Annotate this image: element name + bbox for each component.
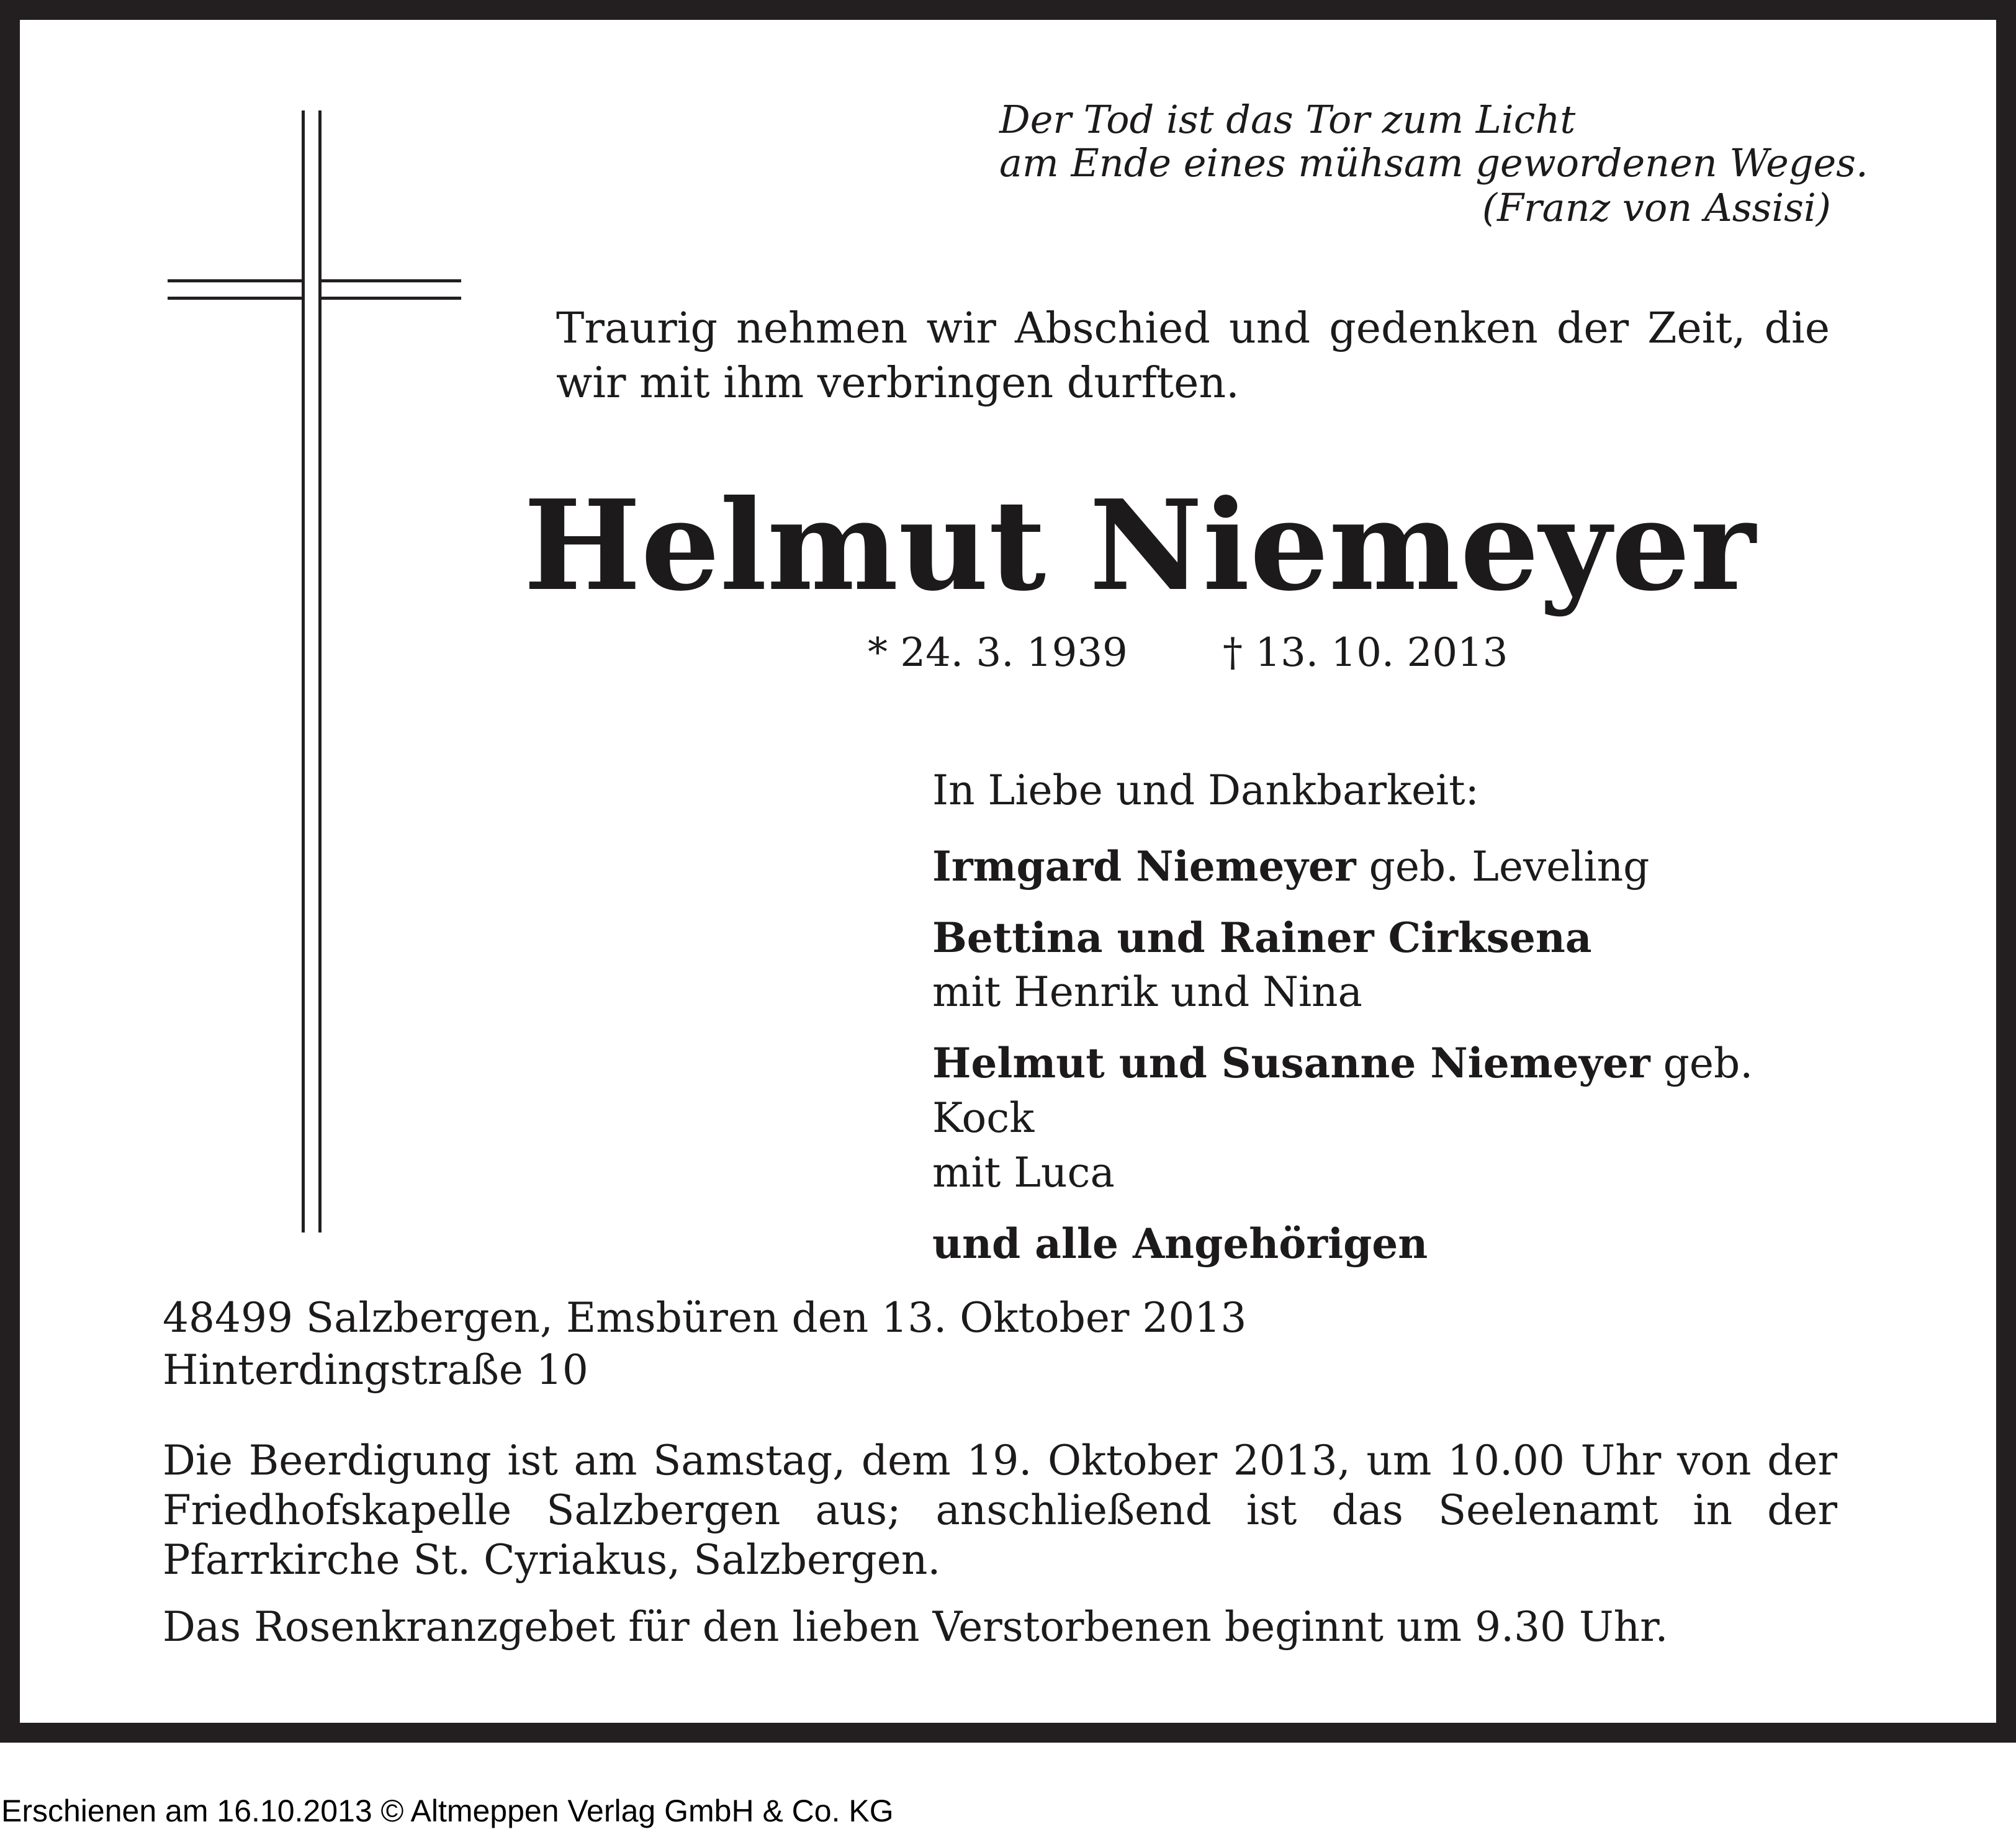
mourner-name: Helmut und Susanne Niemeyer xyxy=(932,1039,1650,1087)
quote xyxy=(999,97,1868,230)
deceased-name: Helmut Niemeyer xyxy=(523,473,1756,619)
rosary-info: Das Rosenkranzgebet für den lieben Verstorbenen beginnt um 9.30 Uhr. xyxy=(163,1603,1668,1651)
address-block xyxy=(163,1292,1838,1396)
mourner-entry xyxy=(932,910,1838,1020)
address-line-1: 48499 Salzbergen, Emsbüren den 13. Oktober 2013 xyxy=(163,1294,1247,1342)
mourner-entry xyxy=(932,839,1838,894)
mourner-children: mit Henrik und Nina xyxy=(932,968,1362,1016)
quote-line-2: am Ende eines mühsam gewordenen Weges. xyxy=(999,140,1868,186)
quote-line-1: Der Tod ist das Tor zum Licht xyxy=(999,97,1576,142)
publication-footer: Erschienen am 16.10.2013 © Altmeppen Verlag GmbH & Co. KG xyxy=(1,1794,894,1828)
mourner-entry xyxy=(932,1036,1838,1200)
birth-date: * 24. 3. 1939 xyxy=(868,630,1128,676)
mourner-relatives: und alle Angehörigen xyxy=(932,1219,1428,1268)
quote-author: (Franz von Assisi) xyxy=(1482,185,1831,230)
mourners-heading: In Liebe und Dankbarkeit: xyxy=(932,766,1479,814)
mourner-name: Irmgard Niemeyer xyxy=(932,842,1356,891)
mourner-note: geb. Kock xyxy=(932,1039,1753,1142)
mourner-children: mit Luca xyxy=(932,1149,1115,1197)
intro-text: Traurig nehmen wir Abschied und gedenken der Zeit, die wir mit ihm verbringen durften. xyxy=(556,304,1830,408)
mourners-list xyxy=(932,763,1838,1271)
address-line-2: Hinterdingstraße 10 xyxy=(163,1346,588,1394)
mourner-note: geb. Leveling xyxy=(1356,843,1650,891)
funeral-info: Die Beerdigung ist am Samstag, dem 19. Oktober 2013, um 10.00 Uhr von der Friedhofskapelle Salzbergen aus; anschließend ist das Seelenamt in der Pfarrkirche St. Cyriakus, Salzbergen. xyxy=(163,1437,1837,1584)
mourner-name: Bettina und Rainer Cirksena xyxy=(932,914,1592,962)
death-date: † 13. 10. 2013 xyxy=(1223,630,1508,676)
